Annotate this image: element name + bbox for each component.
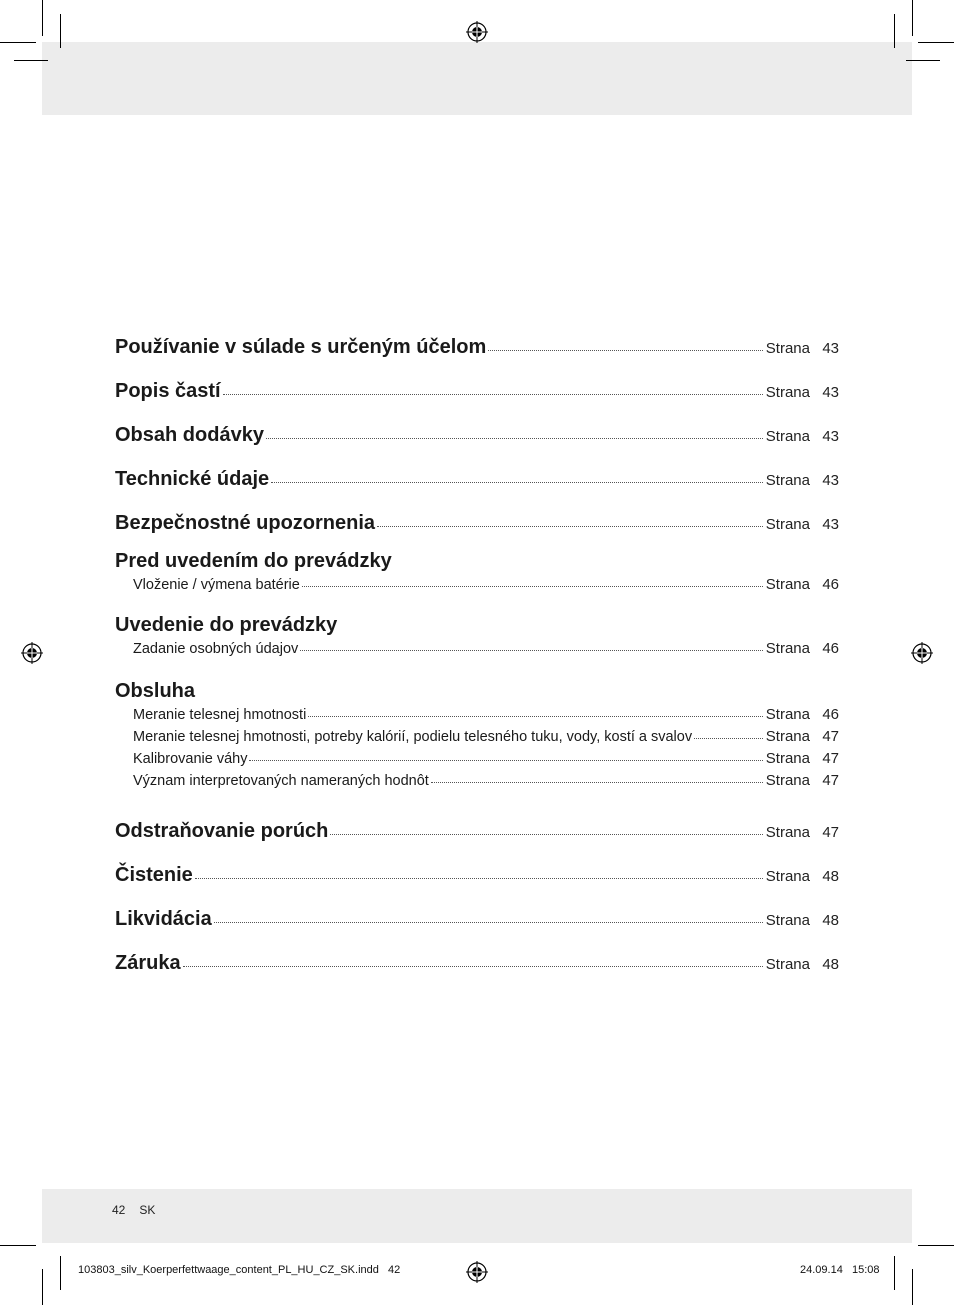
page-number: 47 — [822, 750, 839, 767]
crop-mark — [0, 1245, 36, 1246]
toc-entry-label: Používanie v súlade s určeným účelom — [115, 336, 487, 358]
toc-entry-label: Čistenie — [115, 864, 193, 886]
dot-leader — [377, 526, 763, 527]
page-reference — [766, 574, 839, 596]
header-band — [42, 42, 912, 115]
crop-mark — [42, 1269, 43, 1305]
page-reference — [766, 506, 839, 544]
page-number: 43 — [822, 340, 839, 357]
toc-subentry[interactable] — [115, 638, 839, 660]
strana-label: Strana — [765, 772, 810, 789]
page-reference — [766, 418, 839, 456]
page-reference — [766, 374, 839, 412]
registration-mark-icon — [911, 642, 933, 664]
page-reference — [766, 638, 839, 660]
page-reference — [766, 330, 839, 368]
strana-label: Strana — [765, 576, 810, 593]
page-number: 47 — [822, 772, 839, 789]
strana-label: Strana — [765, 516, 810, 533]
toc-entry-label: Likvidácia — [115, 908, 212, 930]
dot-leader — [266, 438, 763, 439]
toc-subentry[interactable] — [115, 574, 839, 596]
dot-leader — [214, 922, 763, 923]
page-number: 43 — [822, 516, 839, 533]
toc-subentry-label: Kalibrovanie váhy — [133, 751, 248, 767]
crop-mark — [918, 42, 954, 43]
strana-label: Strana — [765, 428, 810, 445]
page-number: 46 — [822, 576, 839, 593]
page-reference — [766, 748, 839, 770]
dot-leader — [249, 760, 762, 761]
page-reference — [766, 946, 839, 984]
toc-entry[interactable] — [115, 900, 839, 944]
crop-mark — [0, 42, 36, 43]
crop-mark — [894, 14, 895, 48]
crop-mark — [60, 1256, 61, 1290]
toc-entry-label: Záruka — [115, 952, 181, 974]
page-footer — [112, 1203, 169, 1217]
dot-leader — [183, 966, 763, 967]
crop-mark — [906, 60, 940, 61]
toc-subentry[interactable] — [115, 748, 839, 770]
toc-entry[interactable] — [115, 328, 839, 372]
toc-entry[interactable] — [115, 504, 839, 548]
section-heading[interactable]: Obsluha — [115, 680, 196, 702]
page-reference — [766, 770, 839, 792]
section-heading[interactable]: Pred uvedením do prevádzky — [115, 550, 392, 572]
toc-entry-label: Bezpečnostné upozornenia — [115, 512, 376, 534]
slug-filename: 103803_silv_Koerperfettwaage_content_PL_HU_CZ_SK.indd 42 — [78, 1264, 401, 1276]
registration-mark-icon — [466, 1261, 488, 1283]
crop-mark — [912, 1269, 913, 1305]
strana-label: Strana — [765, 384, 810, 401]
toc-entry-label: Obsah dodávky — [115, 424, 264, 446]
page-reference — [766, 726, 839, 748]
registration-mark-icon — [21, 642, 43, 664]
dot-leader — [302, 586, 763, 587]
page-number: 48 — [822, 868, 839, 885]
toc-subentry-label: Vloženie / výmena batérie — [133, 577, 300, 593]
page-reference — [766, 858, 839, 896]
dot-leader — [330, 834, 762, 835]
page-number: 47 — [822, 824, 839, 841]
strana-label: Strana — [765, 912, 810, 929]
toc-entry[interactable] — [115, 372, 839, 416]
toc-section — [115, 678, 839, 792]
toc-entry-label: Popis častí — [115, 380, 221, 402]
strana-label: Strana — [765, 728, 810, 745]
dot-leader — [431, 782, 763, 783]
page-number: 43 — [822, 472, 839, 489]
page-number: 43 — [822, 428, 839, 445]
toc-entry[interactable] — [115, 460, 839, 504]
toc-subentry-label: Zadanie osobných údajov — [133, 641, 299, 657]
page-reference — [766, 704, 839, 726]
toc-entry[interactable] — [115, 416, 839, 460]
page-number: 46 — [822, 706, 839, 723]
dot-leader — [223, 394, 763, 395]
toc-section — [115, 612, 839, 660]
crop-mark — [894, 1256, 895, 1290]
toc-section — [115, 548, 839, 596]
strana-label: Strana — [765, 824, 810, 841]
dot-leader — [488, 350, 763, 351]
dot-leader — [694, 738, 763, 739]
section-heading[interactable]: Uvedenie do prevádzky — [115, 614, 338, 636]
dot-leader — [195, 878, 763, 879]
dot-leader — [308, 716, 763, 717]
crop-mark — [918, 1245, 954, 1246]
toc-entry[interactable] — [115, 856, 839, 900]
crop-mark — [14, 60, 48, 61]
dot-leader — [300, 650, 763, 651]
page-number: 43 — [822, 384, 839, 401]
strana-label: Strana — [765, 750, 810, 767]
toc-subentry[interactable] — [115, 704, 839, 726]
strana-label: Strana — [765, 706, 810, 723]
page-number: 48 — [822, 912, 839, 929]
strana-label: Strana — [765, 640, 810, 657]
toc-subentry-label: Meranie telesnej hmotnosti — [133, 707, 307, 723]
page-number: 47 — [822, 728, 839, 745]
toc-entry[interactable] — [115, 944, 839, 988]
strana-label: Strana — [765, 956, 810, 973]
toc-entry-label: Technické údaje — [115, 468, 270, 490]
crop-mark — [60, 14, 61, 48]
page-reference — [766, 814, 839, 852]
toc-subentry-label: Význam interpretovaných nameraných hodnôt — [133, 773, 429, 789]
strana-label: Strana — [765, 868, 810, 885]
toc-entry[interactable] — [115, 812, 839, 856]
strana-label: Strana — [765, 472, 810, 489]
footer-page-number: 42 — [112, 1203, 126, 1217]
page-number: 46 — [822, 640, 839, 657]
crop-mark — [912, 0, 913, 36]
page-reference — [766, 462, 839, 500]
footer-band — [42, 1189, 912, 1243]
table-of-contents — [115, 328, 839, 988]
slug-datetime: 24.09.14 15:08 — [800, 1264, 880, 1276]
toc-subentry-label: Meranie telesnej hmotnosti, potreby kalórií, podielu telesného tuku, vody, kostí a svalov — [133, 729, 693, 745]
crop-mark — [42, 0, 43, 36]
toc-subentry[interactable] — [115, 726, 839, 748]
footer-language: SK — [139, 1203, 156, 1217]
toc-subentry[interactable] — [115, 770, 839, 792]
page-reference — [766, 902, 839, 940]
strana-label: Strana — [765, 340, 810, 357]
toc-entry-label: Odstraňovanie porúch — [115, 820, 329, 842]
page-number: 48 — [822, 956, 839, 973]
dot-leader — [271, 482, 763, 483]
registration-mark-icon — [466, 21, 488, 43]
